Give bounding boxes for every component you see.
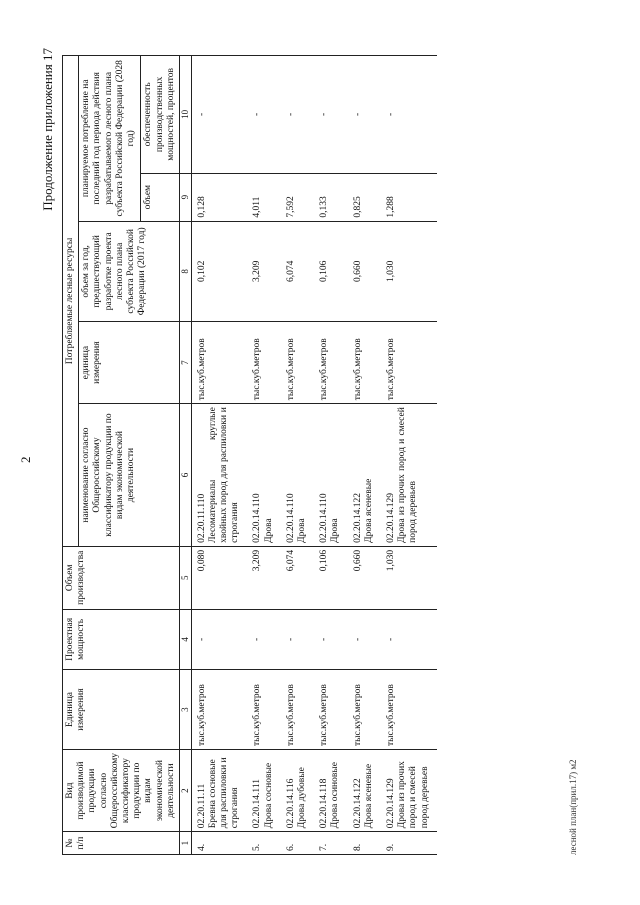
volume-cell: 0,106 (314, 546, 347, 609)
prev-volume-cell: 3,209 (247, 221, 280, 321)
capacity-cell: - (348, 609, 381, 669)
col-num: 9 (180, 173, 192, 221)
resource-name: Дрова из прочих пород и смесей пород деревьев (397, 407, 419, 543)
resource-cell (191, 404, 247, 547)
resource-code: 02.20.14.110 (252, 493, 263, 543)
product-code: 02.20.14.118 (319, 778, 330, 829)
resource-unit-cell: тыс.куб.метров (381, 322, 437, 404)
resource-cell (247, 404, 280, 547)
product-code: 02.20.14.122 (352, 778, 363, 829)
product-code: 02.20.14.116 (285, 778, 296, 829)
header-plan-capacity: обеспеченность производственных мощностей, процентов (141, 56, 180, 174)
volume-cell: 0,660 (348, 546, 381, 609)
plan-volume-cell: 0,128 (191, 173, 247, 221)
product-code: 02.20.14.129 (386, 778, 397, 829)
resource-name: Дрова (263, 518, 274, 543)
product-cell (348, 750, 381, 832)
header-res-prev: объем за год, предшествующий разработке проекта лесного плана субъекта Российской Федерации (2017 год) (79, 221, 180, 321)
row-number: 8. (348, 832, 381, 855)
capacity-percent-cell: - (381, 56, 437, 174)
table-row (281, 56, 314, 855)
plan-volume-cell: 4,011 (247, 173, 280, 221)
header-capacity: Проектная мощность (63, 609, 180, 669)
prev-volume-cell: 0,106 (314, 221, 347, 321)
header-num: № п/п (63, 832, 180, 855)
resource-name: Лесоматериалы круглые хвойных пород для распиловки и строгания (207, 407, 241, 543)
resource-unit-cell: тыс.куб.метров (247, 322, 280, 404)
resource-unit-cell: тыс.куб.метров (281, 322, 314, 404)
volume-cell: 6,074 (281, 546, 314, 609)
capacity-percent-cell: - (281, 56, 314, 174)
product-name: Дрова осиновые (330, 762, 341, 829)
resources-table (62, 55, 437, 855)
product-cell (247, 750, 280, 832)
header-plan-volume: объем (141, 173, 180, 221)
header-unit: Единица измерения (63, 670, 180, 750)
resource-code: 02.20.11.110 (196, 493, 207, 543)
col-num: 10 (180, 56, 192, 174)
unit-cell: тыс.куб.метров (348, 670, 381, 750)
volume-cell: 0,080 (191, 546, 247, 609)
col-num: 5 (180, 546, 192, 609)
volume-cell: 3,209 (247, 546, 280, 609)
row-number: 9. (381, 832, 437, 855)
product-code: 02.20.14.111 (252, 779, 263, 829)
product-cell (381, 750, 437, 832)
unit-cell: тыс.куб.метров (191, 670, 247, 750)
table-row (247, 56, 280, 855)
resource-code: 02.20.14.129 (386, 493, 397, 543)
col-num: 4 (180, 609, 192, 669)
product-name: Дрова сосновые (263, 762, 274, 829)
col-num: 6 (180, 404, 192, 547)
plan-volume-cell: 0,133 (314, 173, 347, 221)
capacity-cell: - (281, 609, 314, 669)
product-code: 02.20.11.11 (196, 783, 207, 829)
header-res-plan: планируемое потребление на последний год периода действия разрабатываемого лесного плана субъекта Российской Федерации (2028 год) (79, 56, 141, 222)
product-cell (314, 750, 347, 832)
plan-volume-cell: 7,592 (281, 173, 314, 221)
table-row (191, 56, 247, 855)
header-volume: Объем производства (63, 546, 180, 609)
prev-volume-cell: 6,074 (281, 221, 314, 321)
column-numbers-row (180, 56, 192, 855)
col-num: 8 (180, 221, 192, 321)
volume-cell: 1,030 (381, 546, 437, 609)
capacity-cell: - (381, 609, 437, 669)
table-row (348, 56, 381, 855)
row-number: 6. (281, 832, 314, 855)
col-num: 3 (180, 670, 192, 750)
product-cell (281, 750, 314, 832)
resource-unit-cell: тыс.куб.метров (348, 322, 381, 404)
plan-volume-cell: 1,288 (381, 173, 437, 221)
resource-name: Дрова ясеневые (363, 478, 374, 543)
col-num: 2 (180, 750, 192, 832)
capacity-cell: - (247, 609, 280, 669)
unit-cell: тыс.куб.метров (381, 670, 437, 750)
row-number: 5. (247, 832, 280, 855)
resource-cell (348, 404, 381, 547)
product-name: Дрова ясеневые (363, 763, 374, 829)
product-name: Дрова из прочих пород и смесей пород деревьев (397, 761, 430, 829)
product-name: Бревна сосновые для распиловки и строгания (207, 757, 241, 829)
resource-cell (281, 404, 314, 547)
col-num: 7 (180, 322, 192, 404)
header-product: Вид производимой продукции согласно Общероссийскому классификатору продукции по видам экономической деятельности (63, 750, 180, 832)
header-res-name: наименование согласно Общероссийскому классификатору продукции по видам экономической деятельности (79, 404, 180, 547)
unit-cell: тыс.куб.метров (281, 670, 314, 750)
prev-volume-cell: 0,102 (191, 221, 247, 321)
header-consumed: Потребляемые лесные ресурсы (63, 56, 79, 547)
resource-cell (381, 404, 437, 547)
resource-code: 02.20.14.122 (352, 493, 363, 543)
prev-volume-cell: 1,030 (381, 221, 437, 321)
resource-code: 02.20.14.110 (285, 493, 296, 543)
footer-filename: лесной план(прил.17) м2 (568, 759, 578, 855)
capacity-cell: - (314, 609, 347, 669)
product-name: Дрова дубовые (297, 767, 308, 829)
header-row-1 (63, 56, 79, 855)
header-res-unit: единица измерения (79, 322, 180, 404)
page-number: 2 (18, 456, 33, 463)
unit-cell: тыс.куб.метров (314, 670, 347, 750)
resource-name: Дрова (330, 518, 341, 543)
capacity-percent-cell: - (314, 56, 347, 174)
resource-code: 02.20.14.110 (319, 493, 330, 543)
capacity-percent-cell: - (247, 56, 280, 174)
plan-volume-cell: 0,825 (348, 173, 381, 221)
unit-cell: тыс.куб.метров (247, 670, 280, 750)
table-row (381, 56, 437, 855)
table-row (314, 56, 347, 855)
col-num: 1 (180, 832, 192, 855)
row-number: 7. (314, 832, 347, 855)
capacity-percent-cell: - (348, 56, 381, 174)
prev-volume-cell: 0,660 (348, 221, 381, 321)
capacity-percent-cell: - (191, 56, 247, 174)
continuation-label: Продолжение приложения 17 (40, 48, 55, 211)
capacity-cell: - (191, 609, 247, 669)
resource-name: Дрова (297, 518, 308, 543)
product-cell (191, 750, 247, 832)
resource-unit-cell: тыс.куб.метров (191, 322, 247, 404)
resource-unit-cell: тыс.куб.метров (314, 322, 347, 404)
row-number: 4. (191, 832, 247, 855)
resource-cell (314, 404, 347, 547)
